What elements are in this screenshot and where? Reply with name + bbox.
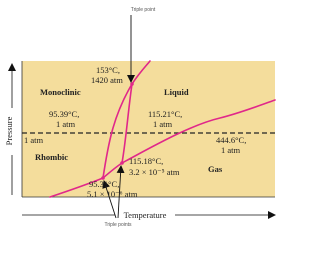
top-callout-label: Triple point bbox=[130, 7, 156, 13]
label-95-31-temp: 95.31°C, bbox=[89, 179, 120, 189]
label-153-temp: 153°C, bbox=[96, 65, 120, 75]
triple-point-153 bbox=[130, 82, 134, 86]
label-115-21-temp: 115.21°C, bbox=[148, 109, 183, 119]
phase-label-rhombic: Rhombic bbox=[35, 152, 69, 162]
label-115-18-pressure: 3.2 × 10⁻⁵ atm bbox=[129, 167, 180, 177]
y-axis-label: Pressure bbox=[4, 116, 14, 146]
label-153-pressure: 1420 atm bbox=[91, 75, 123, 85]
label-95-39-temp: 95.39°C, bbox=[49, 109, 80, 119]
label-444-6-temp: 444.6°C, bbox=[216, 135, 247, 145]
label-left-1atm: 1 atm bbox=[24, 135, 44, 145]
bottom-callout-label: Triple points bbox=[104, 222, 132, 228]
label-444-6-pressure: 1 atm bbox=[221, 145, 241, 155]
phase-label-gas: Gas bbox=[208, 164, 223, 174]
label-115-18-temp: 115.18°C, bbox=[129, 156, 164, 166]
label-115-21-pressure: 1 atm bbox=[153, 119, 173, 129]
triple-point-115-18 bbox=[120, 161, 124, 165]
label-95-39-pressure: 1 atm bbox=[56, 119, 76, 129]
phase-label-monoclinic: Monoclinic bbox=[40, 87, 81, 97]
phase-label-liquid: Liquid bbox=[164, 87, 189, 97]
x-axis-label: Temperature bbox=[123, 210, 167, 220]
label-95-31-pressure: 5.1 × 10⁻⁶ atm bbox=[87, 189, 138, 199]
